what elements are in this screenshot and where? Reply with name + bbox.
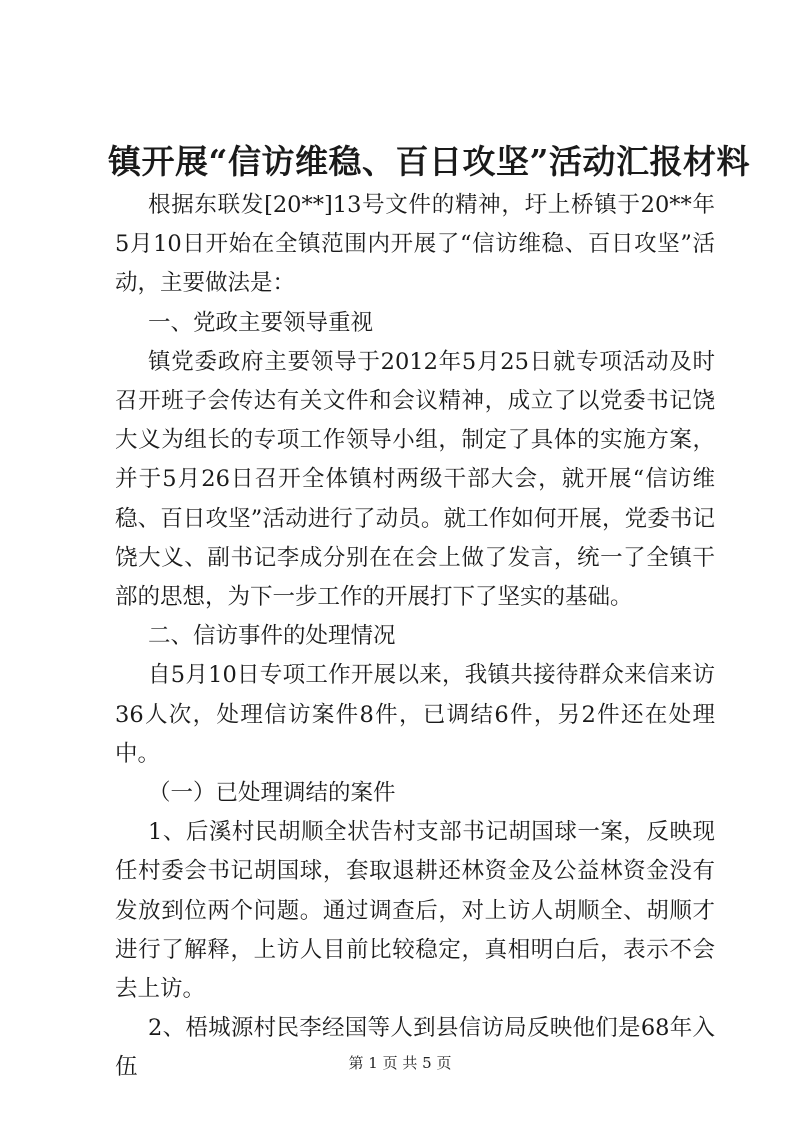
document-body xyxy=(115,186,715,1088)
heading-section-1: 一、党政主要领导重视 xyxy=(148,309,374,336)
page-footer: 第 1 页 共 5 页 xyxy=(348,1054,452,1072)
paragraph-case-2: 2、梧城源村民李经国等人到县信访局反映他们是68年入伍 xyxy=(115,1015,715,1081)
paragraph-leadership: 镇党委政府主要领导于2012年5月25日就专项活动及时召开班子会传达有关文件和会议精神，成立了以党委书记饶大义为组长的专项工作领导小组，制定了具体的实施方案，并于5月26日召开全体镇村两级干部大会，就开展“信访维稳、百日攻坚”活动进行了动员。就工作如何开展，党委书记饶大义、副书记李成分别在在会上做了发言，统一了全镇干部的思想，为下一步工作的开展打下了坚实的基础。 xyxy=(115,348,715,611)
heading-subsection-1: （一）已处理调结的案件 xyxy=(148,780,396,807)
paragraph-case-summary: 自5月10日专项工作开展以来，我镇共接待群众来信来访36人次，处理信访案件8件，已调结6件，另2件还在处理中。 xyxy=(115,662,715,767)
paragraph-case-1: 1、后溪村民胡顺全状告村支部书记胡国球一案，反映现任村委会书记胡国球，套取退耕还林资金及公益林资金没有发放到位两个问题。通过调查后，对上访人胡顺全、胡顺才进行了解释，上访人目前比较稳定，真相明白后，表示不会去上访。 xyxy=(115,819,715,1003)
document-title: 镇开展“信访维稳、百日攻坚”活动汇报材料 xyxy=(108,142,750,181)
heading-section-2: 二、信访事件的处理情况 xyxy=(148,623,396,650)
paragraph-intro: 根据东联发[20**]13号文件的精神，圩上桥镇于20**年5月10日开始在全镇范围内开展了“信访维稳、百日攻坚”活动，主要做法是： xyxy=(115,192,715,297)
